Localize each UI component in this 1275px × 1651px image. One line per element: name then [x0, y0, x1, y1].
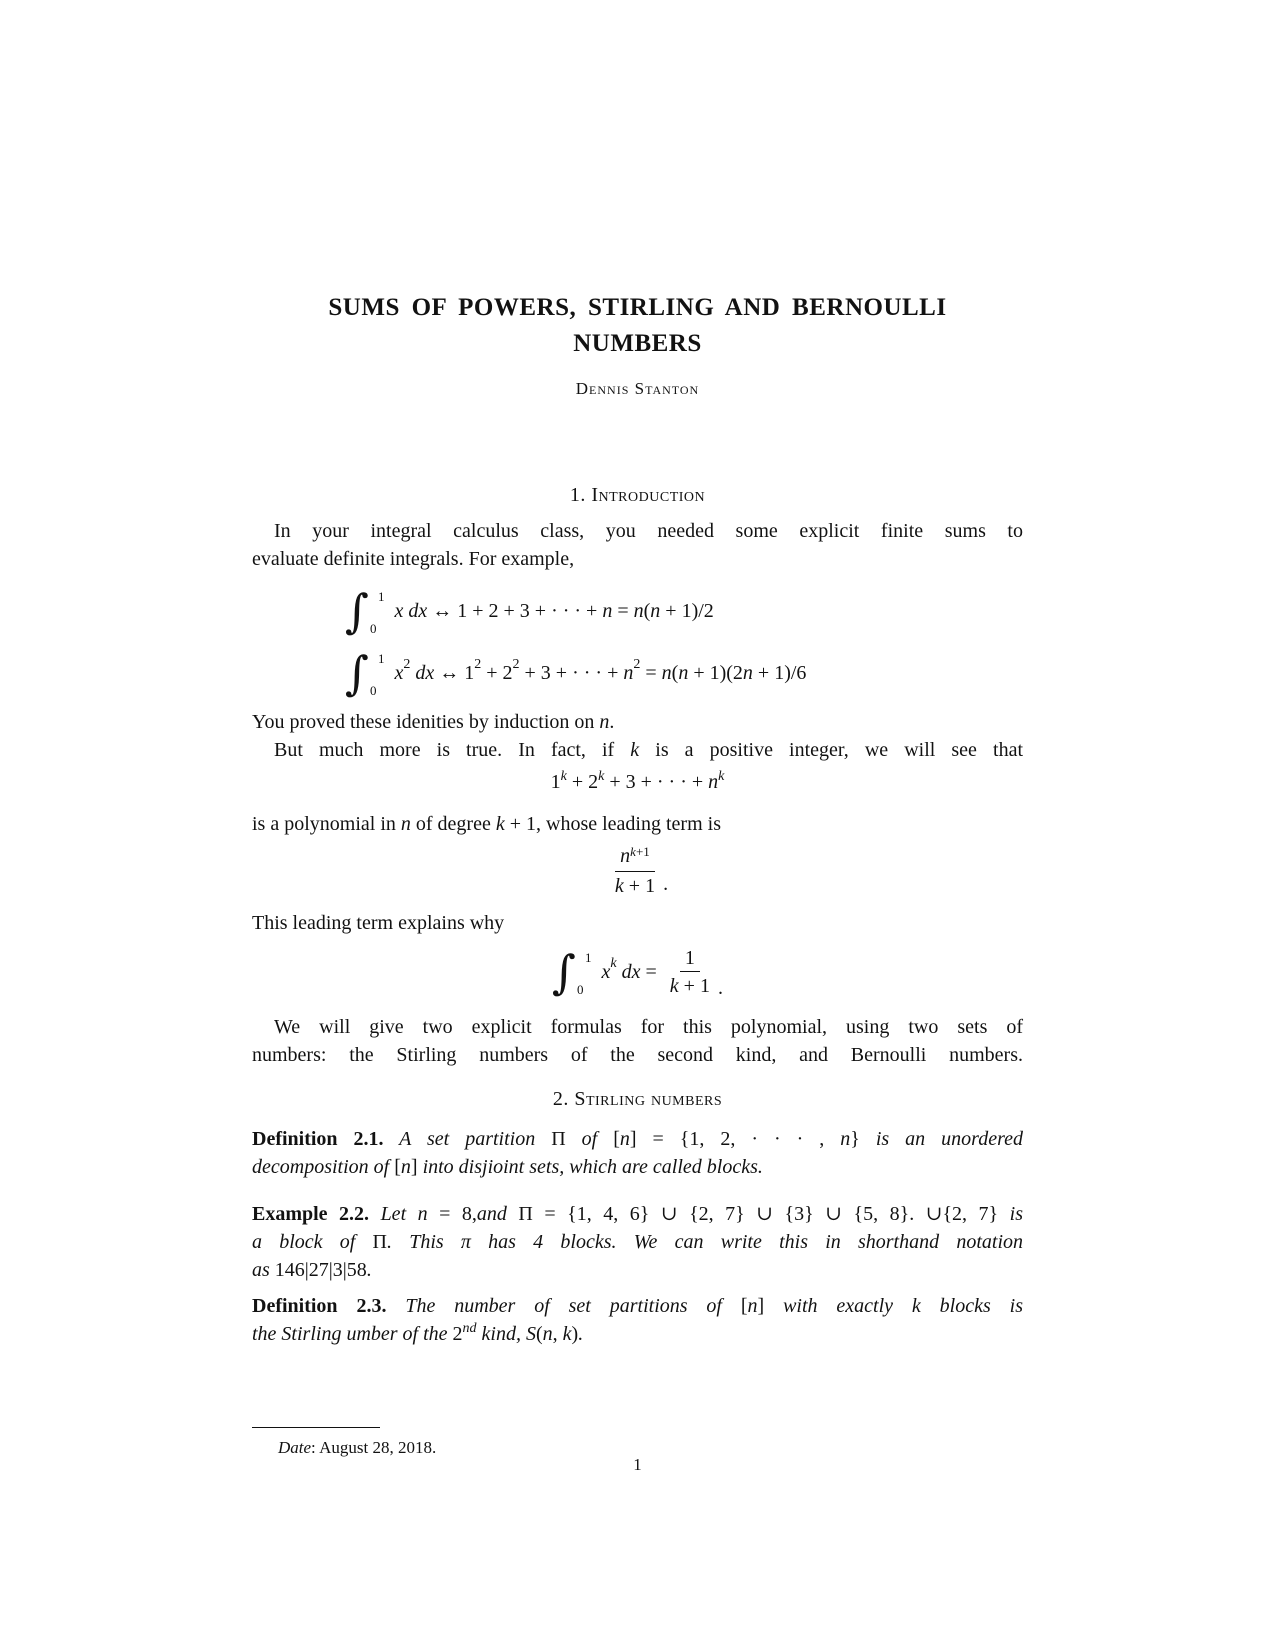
- math-token: n: [708, 771, 719, 793]
- author-name: Dennis Stanton: [575, 379, 700, 398]
- math-token: This leading term explains why: [252, 912, 505, 934]
- integral-limits: [576, 947, 592, 998]
- math-token: Definition 2.1.: [252, 1128, 384, 1150]
- section-heading-introduction: 1. Introduction: [569, 484, 706, 506]
- math-token: + 1)/6: [752, 661, 807, 684]
- math-token: k: [562, 1323, 572, 1345]
- math-token: k: [630, 844, 636, 859]
- math-token: k: [560, 769, 567, 784]
- paragraph-line: [252, 545, 1023, 573]
- definition-2-3-line: [252, 1320, 1023, 1351]
- math-token: +1: [635, 844, 650, 859]
- fraction-denominator: [665, 972, 715, 998]
- math-token: ]: [757, 1295, 765, 1317]
- definition-2-3-line: [252, 1292, 1023, 1320]
- integral-sign: ∫: [345, 584, 369, 638]
- math-token: k: [495, 813, 505, 835]
- fraction-numerator: [615, 844, 655, 872]
- display-equation-sum-powers: [252, 768, 1023, 799]
- math-token: n: [747, 1295, 758, 1317]
- paragraph-line: [252, 736, 1023, 764]
- math-token: + 2: [481, 661, 513, 684]
- math-token: Π: [551, 1128, 566, 1150]
- math-token: ): [571, 1323, 579, 1345]
- math-token: n: [742, 661, 753, 684]
- math-token: + 1)/2: [660, 599, 714, 622]
- page-number: 1: [633, 1455, 642, 1474]
- math-token: + 1: [623, 875, 656, 897]
- paragraph-line: [252, 810, 1023, 838]
- math-token: k: [598, 769, 605, 784]
- math-token: Π: [372, 1231, 387, 1253]
- paragraph-line: [252, 1013, 1023, 1041]
- math-token: 1: [684, 947, 695, 969]
- math-token: Date: [278, 1438, 312, 1457]
- math-token: . This: [387, 1231, 461, 1253]
- math-token: n: [542, 1323, 553, 1345]
- math-token: (: [671, 661, 679, 684]
- math-token: 2: [633, 657, 641, 672]
- math-token: : August 28, 2018.: [311, 1438, 437, 1457]
- math-token: 2: [452, 1323, 463, 1345]
- integral-sign: ∫: [552, 945, 576, 999]
- math-token: 2: [403, 657, 411, 672]
- math-token: Definition 2.3.: [252, 1295, 387, 1317]
- example-2-2-line: [252, 1256, 1023, 1284]
- math-token: (: [535, 1323, 543, 1345]
- math-token: k: [718, 769, 725, 784]
- math-token: n: [417, 1203, 428, 1225]
- math-token: of: [565, 1128, 614, 1150]
- integral-lower-limit: 0: [369, 620, 377, 636]
- math-token: π: [460, 1231, 471, 1253]
- integral-upper-limit: 1: [377, 650, 385, 666]
- math-token: n: [602, 599, 613, 622]
- math-token: .: [717, 977, 723, 999]
- math-token: is a positive integer, we will see that: [639, 739, 1023, 761]
- math-token: numbers: the Stirling numbers of the second kind, and Bernoulli numbers.: [252, 1044, 1023, 1066]
- math-token: .: [366, 1259, 372, 1281]
- math-token: = 8,: [427, 1203, 477, 1225]
- math-token: ↔ 1 + 2 + 3 + · · · +: [427, 599, 603, 622]
- math-token: A set partition: [383, 1128, 552, 1150]
- math-token: k: [669, 975, 679, 997]
- paragraph-line: [252, 1041, 1023, 1069]
- math-token: n: [678, 661, 689, 684]
- math-token: decomposition of: [252, 1156, 395, 1178]
- section-heading-stirling-numbers: 2. Stirling numbers: [552, 1088, 723, 1110]
- math-token: 146|27|3|58: [274, 1259, 367, 1281]
- math-token: Π = {1, 4, 6} ∪ {2, 7} ∪ {3} ∪ {5, 8}. ∪{2, 7}: [518, 1203, 999, 1225]
- math-token: [: [613, 1128, 620, 1150]
- math-token: .: [663, 873, 669, 895]
- math-token: and: [476, 1203, 519, 1225]
- math-token: In your integral calculus class, you needed some explicit finite sums to: [274, 520, 1023, 542]
- math-token: (: [643, 599, 651, 622]
- math-token: + 1, whose leading term is: [504, 813, 721, 835]
- math-token: We will give two explicit formulas for this polynomial, using two sets of: [274, 1016, 1023, 1038]
- math-token: is a polynomial in: [252, 813, 401, 835]
- display-equation-integral-power: [252, 936, 1023, 1008]
- fraction-denominator: [610, 872, 660, 898]
- math-token: dx: [616, 960, 641, 983]
- math-token: n: [599, 711, 610, 733]
- math-token: ]: [410, 1156, 418, 1178]
- math-token: the Stirling umber of the: [252, 1323, 453, 1345]
- paragraph-line: [252, 708, 1023, 736]
- math-token: Let: [369, 1203, 418, 1225]
- math-token: + 1: [678, 975, 710, 997]
- math-token: =: [640, 661, 662, 684]
- math-token: with exactly k blocks is: [764, 1295, 1023, 1317]
- math-token: =: [612, 599, 634, 622]
- paragraph-line: [252, 517, 1023, 545]
- math-token: into disjioint sets, which are called blocks.: [417, 1156, 763, 1178]
- math-token: ↔ 1: [434, 661, 475, 684]
- integral-limits: [369, 586, 385, 637]
- math-token: + 3 + · · · +: [604, 771, 709, 793]
- paper-title: [252, 290, 1023, 362]
- math-token: n: [620, 845, 631, 867]
- math-token: You proved these idenities by induction on: [252, 711, 600, 733]
- display-equation-leading-term: [252, 838, 1023, 904]
- math-token: kind, S: [476, 1323, 536, 1345]
- math-token: ,: [552, 1323, 563, 1345]
- math-token: n: [619, 1128, 630, 1150]
- math-token: n: [840, 1128, 851, 1150]
- math-token: n: [400, 813, 411, 835]
- math-token: k: [614, 875, 624, 897]
- paper-title-line-1: SUMS OF POWERS, STIRLING AND BERNOULLI: [328, 294, 947, 321]
- math-token: of degree: [410, 813, 496, 835]
- math-token: is an unordered: [859, 1128, 1023, 1150]
- math-token: 2: [474, 657, 482, 672]
- math-token: is: [998, 1203, 1023, 1225]
- math-token: 1: [550, 771, 561, 793]
- math-token: x dx: [394, 599, 428, 622]
- math-token: .: [609, 711, 615, 733]
- math-token: + 3 + · · · +: [519, 661, 624, 684]
- definition-2-1-line: [252, 1125, 1023, 1153]
- math-token: has 4 blocks. We can write this in shorthand notation: [470, 1231, 1023, 1253]
- paragraph-line: [252, 909, 1023, 937]
- math-token: x: [601, 960, 611, 983]
- math-token: a block of: [252, 1231, 373, 1253]
- math-token: dx: [410, 661, 435, 684]
- math-token: x: [394, 661, 404, 684]
- math-token: .: [578, 1323, 584, 1345]
- math-token: But much more is true. In fact, if: [274, 739, 631, 761]
- paper-title-line-2: NUMBERS: [573, 330, 702, 357]
- math-token: Example 2.2.: [252, 1203, 370, 1225]
- math-token: + 1)(2: [688, 661, 743, 684]
- fraction: [610, 844, 660, 898]
- math-token: k: [610, 956, 617, 971]
- integral-lower-limit: 0: [577, 981, 584, 997]
- math-token: evaluate definite integrals. For example,: [252, 548, 575, 570]
- example-2-2-line: [252, 1200, 1023, 1228]
- math-token: }: [850, 1128, 860, 1150]
- math-token: ] = {1, 2, · · · ,: [629, 1128, 841, 1150]
- math-token: nd: [462, 1321, 477, 1336]
- math-token: + 2: [566, 771, 599, 793]
- math-token: The number of set partitions of: [386, 1295, 741, 1317]
- math-token: n: [650, 599, 661, 622]
- math-token: [: [740, 1295, 748, 1317]
- math-token: n: [623, 661, 634, 684]
- math-token: as: [252, 1259, 275, 1281]
- display-equation-sum-squares: [252, 644, 1116, 702]
- math-token: 2: [512, 657, 520, 672]
- math-token: k: [630, 739, 640, 761]
- math-token: [: [394, 1156, 401, 1178]
- display-equation-sum-linear: [252, 582, 1116, 640]
- integral-upper-limit: 1: [585, 949, 592, 965]
- math-token: n: [633, 599, 644, 622]
- footnote-rule: [252, 1427, 380, 1428]
- integral-lower-limit: 0: [369, 682, 377, 698]
- definition-2-1-line: [252, 1153, 1023, 1181]
- math-token: n: [661, 661, 672, 684]
- integral-upper-limit: 1: [377, 588, 385, 604]
- fraction: [665, 946, 715, 998]
- math-token: n: [400, 1156, 411, 1178]
- example-2-2-line: [252, 1228, 1023, 1256]
- fraction-numerator: [680, 946, 700, 972]
- integral-limits: [369, 648, 385, 699]
- integral-sign: ∫: [345, 646, 369, 700]
- math-token: =: [640, 960, 662, 983]
